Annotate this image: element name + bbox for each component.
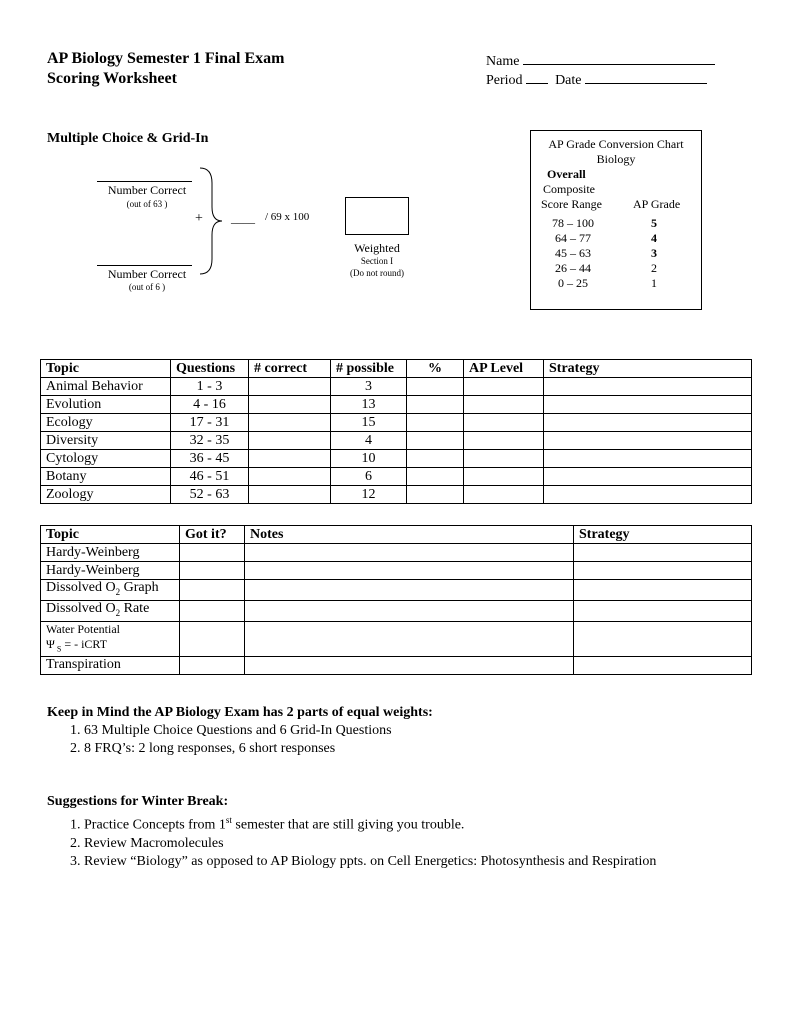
topic-cell: Botany xyxy=(41,468,171,486)
questions-cell: 4 - 16 xyxy=(171,396,249,414)
possible-cell: 3 xyxy=(331,378,407,396)
strategy-cell[interactable] xyxy=(574,600,752,621)
questions-cell: 36 - 45 xyxy=(171,450,249,468)
questions-cell: 52 - 63 xyxy=(171,486,249,504)
topic-cell: Hardy-Weinberg xyxy=(41,544,180,562)
col-notes: Notes xyxy=(245,526,574,544)
plus-sign: + xyxy=(195,211,203,226)
topic-cell: Evolution xyxy=(41,396,171,414)
ap-level-cell[interactable] xyxy=(464,432,544,450)
overall-label: Overall xyxy=(547,167,586,181)
topic-cell: Dissolved $O_2$ Rate xyxy=(41,600,180,621)
suggestions-list xyxy=(70,811,656,871)
correct-cell[interactable] xyxy=(249,450,331,468)
possible-cell: 4 xyxy=(331,432,407,450)
percent-cell[interactable] xyxy=(407,414,464,432)
ap-grade-header: AP Grade xyxy=(633,197,681,211)
notes-cell[interactable] xyxy=(245,562,574,580)
notes-cell[interactable] xyxy=(245,580,574,601)
mc-heading: Multiple Choice & Grid-In xyxy=(47,131,209,146)
col-topic: Topic xyxy=(41,360,171,378)
topic-cell: Dissolved $O_2$ Graph xyxy=(41,580,180,601)
strategy-cell[interactable] xyxy=(544,396,752,414)
got-it-cell[interactable] xyxy=(180,621,245,656)
questions-cell: 32 - 35 xyxy=(171,432,249,450)
period-field[interactable] xyxy=(526,71,548,84)
table-row xyxy=(41,468,752,486)
ap-level-cell[interactable] xyxy=(464,486,544,504)
ap-level-cell[interactable] xyxy=(464,378,544,396)
topic-cell: Cytology xyxy=(41,450,171,468)
score-range: 64 – 77 xyxy=(555,231,591,245)
table-row xyxy=(41,544,752,562)
mc-blank-line-2[interactable] xyxy=(97,265,192,266)
page-title xyxy=(47,49,284,89)
no-round-label: (Do not round) xyxy=(350,268,404,278)
topic-cell xyxy=(41,621,180,656)
correct-cell[interactable] xyxy=(249,468,331,486)
percent-cell[interactable] xyxy=(407,378,464,396)
name-field[interactable] xyxy=(523,52,715,65)
table-row xyxy=(41,600,752,621)
conversion-row xyxy=(531,216,701,231)
correct-cell[interactable] xyxy=(249,486,331,504)
col-strategy: Strategy xyxy=(574,526,752,544)
strategy-cell[interactable] xyxy=(544,450,752,468)
formula-text: / 69 x 100 xyxy=(265,211,310,223)
correct-cell[interactable] xyxy=(249,414,331,432)
list-item: 2. 8 FRQ’s: 2 long responses, 6 short responses xyxy=(70,741,336,756)
table-row xyxy=(41,562,752,580)
strategy-cell[interactable] xyxy=(574,562,752,580)
mc-blank-line-1[interactable] xyxy=(97,181,192,182)
score-range: 45 – 63 xyxy=(555,246,591,260)
strategy-cell[interactable] xyxy=(544,432,752,450)
possible-cell: 15 xyxy=(331,414,407,432)
table-row xyxy=(41,486,752,504)
ap-level-cell[interactable] xyxy=(464,450,544,468)
num-correct-label-1: Number Correct xyxy=(107,183,187,197)
table-row xyxy=(41,414,752,432)
conversion-rows xyxy=(531,216,701,291)
date-label: Date xyxy=(555,73,582,88)
correct-cell[interactable] xyxy=(249,378,331,396)
suggestions-heading: Suggestions for Winter Break: xyxy=(47,794,229,809)
got-it-cell[interactable] xyxy=(180,656,245,674)
conversion-title: AP Grade Conversion Chart xyxy=(548,137,684,151)
got-it-cell[interactable] xyxy=(180,600,245,621)
strategy-cell[interactable] xyxy=(544,414,752,432)
col-questions: Questions xyxy=(171,360,249,378)
period-label: Period xyxy=(486,73,523,88)
list-item: 2. Review Macromolecules xyxy=(70,835,224,851)
sum-blank[interactable]: ____ xyxy=(231,211,255,225)
percent-cell[interactable] xyxy=(407,468,464,486)
topic-cell: Animal Behavior xyxy=(41,378,171,396)
strategy-cell[interactable] xyxy=(574,544,752,562)
list-item: 1. 63 Multiple Choice Questions and 6 Grid-In Questions xyxy=(70,723,392,738)
percent-cell[interactable] xyxy=(407,486,464,504)
got-it-cell[interactable] xyxy=(180,580,245,601)
conversion-subject: Biology xyxy=(596,152,636,166)
score-range: 0 – 25 xyxy=(558,276,588,290)
col-ap-level: AP Level xyxy=(464,360,544,378)
notes-cell[interactable] xyxy=(245,544,574,562)
percent-cell[interactable] xyxy=(407,396,464,414)
notes-cell[interactable] xyxy=(245,621,574,656)
table-row xyxy=(41,378,752,396)
topic-cell: Diversity xyxy=(41,432,171,450)
col-got-it: Got it? xyxy=(180,526,245,544)
ap-grade: 4 xyxy=(651,231,657,245)
possible-cell: 12 xyxy=(331,486,407,504)
topic-score-table xyxy=(40,359,752,504)
correct-cell[interactable] xyxy=(249,396,331,414)
strategy-cell[interactable] xyxy=(544,468,752,486)
ap-grade: 5 xyxy=(651,216,657,230)
section-label: Section I xyxy=(360,256,394,266)
ap-level-cell[interactable] xyxy=(464,396,544,414)
date-field[interactable] xyxy=(585,71,707,84)
notes-cell[interactable] xyxy=(245,600,574,621)
table-row xyxy=(41,621,752,656)
conversion-chart xyxy=(530,130,702,310)
questions-cell: 17 - 31 xyxy=(171,414,249,432)
possible-cell: 10 xyxy=(331,450,407,468)
ap-level-cell[interactable] xyxy=(464,468,544,486)
num-correct-label-2: Number Correct xyxy=(107,267,187,281)
col-correct: # correct xyxy=(249,360,331,378)
strategy-cell[interactable] xyxy=(544,378,752,396)
title-line-2: Scoring Worksheet xyxy=(47,70,177,87)
student-info xyxy=(486,52,715,90)
out-of-63-label: (out of 63 ) xyxy=(126,199,168,209)
weighted-score-box[interactable] xyxy=(345,197,409,235)
score-range: 26 – 44 xyxy=(555,261,591,275)
water-potential-formula: Ψ $_S$ = - iCRT xyxy=(46,636,108,653)
col-percent: % xyxy=(407,360,464,378)
keep-in-mind-list xyxy=(70,722,392,758)
conversion-row xyxy=(531,231,701,246)
strategy-cell[interactable] xyxy=(574,621,752,656)
list-item: 1. Practice Concepts from 1st semester that are still giving you trouble. xyxy=(70,815,465,833)
ap-grade: 1 xyxy=(651,276,657,290)
ap-grade: 3 xyxy=(651,246,657,260)
percent-cell[interactable] xyxy=(407,450,464,468)
strategy-cell[interactable] xyxy=(574,656,752,674)
table-row xyxy=(41,396,752,414)
conversion-row xyxy=(531,246,701,261)
composite-label: Composite xyxy=(543,182,596,196)
col-topic: Topic xyxy=(41,526,180,544)
strategy-cell[interactable] xyxy=(574,580,752,601)
conversion-row xyxy=(531,261,701,276)
list-item: 3. Review “Biology” as opposed to AP Biology ppts. on Cell Energetics: Photosynthesis and Respiration xyxy=(70,853,657,869)
topic-cell: Transpiration xyxy=(41,656,180,674)
table-row xyxy=(41,432,752,450)
weighted-label: Weighted xyxy=(354,241,400,255)
percent-cell[interactable] xyxy=(407,432,464,450)
notes-cell[interactable] xyxy=(245,656,574,674)
possible-cell: 6 xyxy=(331,468,407,486)
topic-cell: Hardy-Weinberg xyxy=(41,562,180,580)
questions-cell: 1 - 3 xyxy=(171,378,249,396)
got-it-cell[interactable] xyxy=(180,544,245,562)
ap-level-cell[interactable] xyxy=(464,414,544,432)
table-row xyxy=(41,656,752,674)
name-label: Name xyxy=(486,54,520,69)
table-header-row xyxy=(41,526,752,544)
col-strategy: Strategy xyxy=(544,360,752,378)
conversion-row xyxy=(531,276,701,291)
title-line-1: AP Biology Semester 1 Final Exam xyxy=(47,50,285,67)
score-range: 78 – 100 xyxy=(552,216,594,230)
out-of-6-label: (out of 6 ) xyxy=(128,282,166,292)
col-possible: # possible xyxy=(331,360,407,378)
table-header-row xyxy=(41,360,752,378)
correct-cell[interactable] xyxy=(249,432,331,450)
ap-grade: 2 xyxy=(651,261,657,275)
score-range-label: Score Range xyxy=(541,197,602,211)
questions-cell: 46 - 51 xyxy=(171,468,249,486)
strategy-cell[interactable] xyxy=(544,486,752,504)
keep-in-mind-heading: Keep in Mind the AP Biology Exam has 2 parts of equal weights: xyxy=(47,705,433,720)
topic-notes-table xyxy=(40,525,752,675)
water-potential-label: Water Potential xyxy=(46,621,121,636)
topic-cell: Ecology xyxy=(41,414,171,432)
possible-cell: 13 xyxy=(331,396,407,414)
topic-cell: Zoology xyxy=(41,486,171,504)
table-row xyxy=(41,580,752,601)
got-it-cell[interactable] xyxy=(180,562,245,580)
table-row xyxy=(41,450,752,468)
